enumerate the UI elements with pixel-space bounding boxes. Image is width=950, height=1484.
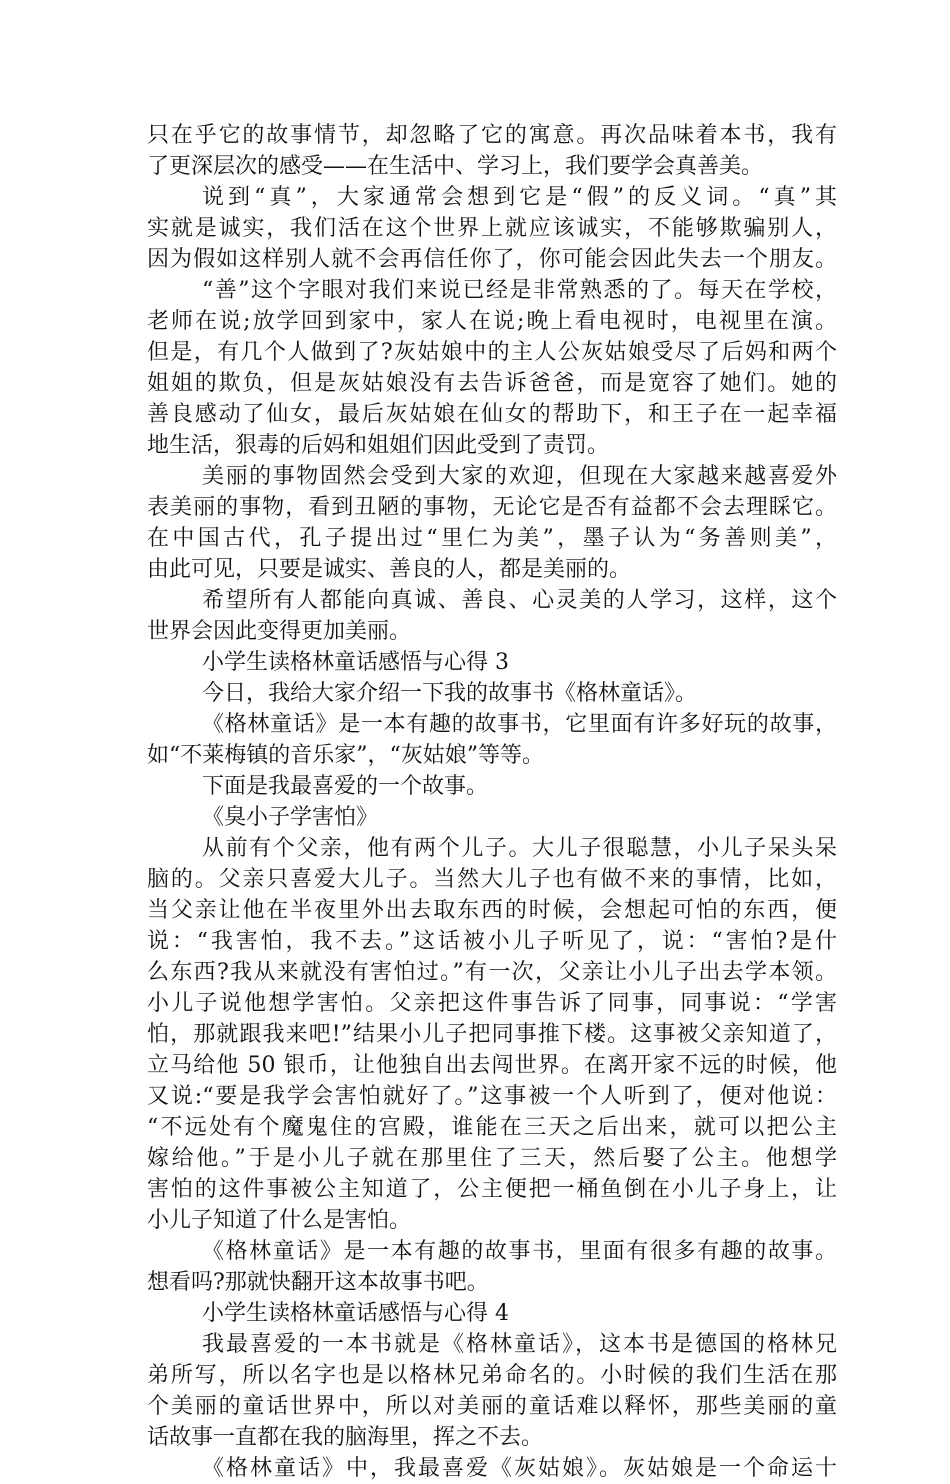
text-line: 当父亲让他在半夜里外出去取东西的时候，会想起可怕的东西，便 (147, 898, 837, 923)
text-line: 善良感动了仙女，最后灰姑娘在仙女的帮助下，和王子在一起幸福 (147, 402, 837, 427)
text-line: 话故事一直都在我的脑海里，挥之不去。 (147, 1425, 544, 1450)
document-body (147, 120, 837, 1484)
text-line: 害怕的这件事被公主知道了，公主便把一桶鱼倒在小儿子身上，让 (147, 1177, 837, 1202)
text-line: 立马给他 50 银币，让他独自出去闯世界。在离开家不远的时候，他 (147, 1053, 837, 1078)
text-line: 么东西?我从来就没有害怕过。”有一次，父亲让小儿子出去学本领。 (147, 960, 837, 985)
text-line: 姐姐的欺负，但是灰姑娘没有去告诉爸爸，而是宽容了她们。她的 (147, 371, 837, 396)
text-line: 《格林童话》中，我最喜爱《灰姑娘》。灰姑娘是一个命运十 (202, 1456, 837, 1481)
text-line: 实就是诚实，我们活在这个世界上就应该诚实，不能够欺骗别人， (147, 216, 837, 241)
text-line: 小学生读格林童话感悟与心得 3 (202, 650, 509, 675)
text-line: “不远处有个魔鬼住的宫殿，谁能在三天之后出来，就可以把公主 (147, 1115, 837, 1140)
text-line: 个美丽的童话世界中，所以对美丽的童话难以释怀，那些美丽的童 (147, 1394, 837, 1419)
text-line: 《格林童话》是一本有趣的故事书，它里面有许多好玩的故事， (202, 712, 837, 737)
text-line: 表美丽的事物，看到丑陋的事物，无论它是否有益都不会去理睬它。 (147, 495, 837, 520)
text-line: 下面是我最喜爱的一个故事。 (202, 774, 489, 799)
text-line: 在中国古代，孔子提出过“里仁为美”，墨子认为“务善则美”， (147, 526, 837, 551)
text-line: 《臭小子学害怕》 (202, 805, 379, 830)
text-line: 脑的。父亲只喜爱大儿子。当然大儿子也有做不来的事情，比如， (147, 867, 837, 892)
text-line: 又说:“要是我学会害怕就好了。”这事被一个人听到了，便对他说： (147, 1084, 837, 1109)
text-line: 《格林童话》是一本有趣的故事书，里面有很多有趣的故事。 (202, 1239, 837, 1264)
text-line: 希望所有人都能向真诚、善良、心灵美的人学习，这样，这个 (202, 588, 837, 613)
text-line: 世界会因此变得更加美丽。 (147, 619, 412, 644)
text-line: 嫁给他。”于是小儿子就在那里住了三天，然后娶了公主。他想学 (147, 1146, 837, 1171)
text-line: 但是，有几个人做到了?灰姑娘中的主人公灰姑娘受尽了后妈和两个 (147, 340, 837, 365)
text-line: 想看吗?那就快翻开这本故事书吧。 (147, 1270, 489, 1295)
text-line: 怕，那就跟我来吧!”结果小儿子把同事推下楼。这事被父亲知道了， (147, 1022, 837, 1047)
text-line: 说到“真”，大家通常会想到它是“假”的反义词。“真”其 (202, 185, 837, 210)
text-line: 因为假如这样别人就不会再信任你了，你可能会因此失去一个朋友。 (147, 247, 837, 272)
text-line: 美丽的事物固然会受到大家的欢迎，但现在大家越来越喜爱外 (202, 464, 837, 489)
text-line: 老师在说;放学回到家中，家人在说;晚上看电视时，电视里在演。 (147, 309, 837, 334)
text-line: “善”这个字眼对我们来说已经是非常熟悉的了。每天在学校， (202, 278, 837, 303)
text-line: 了更深层次的感受——在生活中、学习上，我们要学会真善美。 (147, 154, 764, 179)
text-line: 我最喜爱的一本书就是《格林童话》，这本书是德国的格林兄 (202, 1332, 837, 1357)
text-line: 小儿子知道了什么是害怕。 (147, 1208, 412, 1233)
text-line: 如“不莱梅镇的音乐家”，“灰姑娘”等等。 (147, 743, 544, 768)
text-line: 今日，我给大家介绍一下我的故事书《格林童话》。 (202, 681, 698, 706)
text-line: 小学生读格林童话感悟与心得 4 (202, 1301, 509, 1326)
text-line: 地生活，狠毒的后妈和姐姐们因此受到了责罚。 (147, 433, 610, 458)
text-line: 从前有个父亲，他有两个儿子。大儿子很聪慧，小儿子呆头呆 (202, 836, 837, 861)
text-line: 只在乎它的故事情节，却忽略了它的寓意。再次品味着本书，我有 (147, 123, 837, 148)
text-line: 小儿子说他想学害怕。父亲把这件事告诉了同事，同事说：“学害 (147, 991, 837, 1016)
text-line: 弟所写，所以名字也是以格林兄弟命名的。小时候的我们生活在那 (147, 1363, 837, 1388)
text-line: 由此可见，只要是诚实、善良的人，都是美丽的。 (147, 557, 632, 582)
text-line: 说：“我害怕，我不去。”这话被小儿子听见了，说：“害怕?是什 (147, 929, 837, 954)
